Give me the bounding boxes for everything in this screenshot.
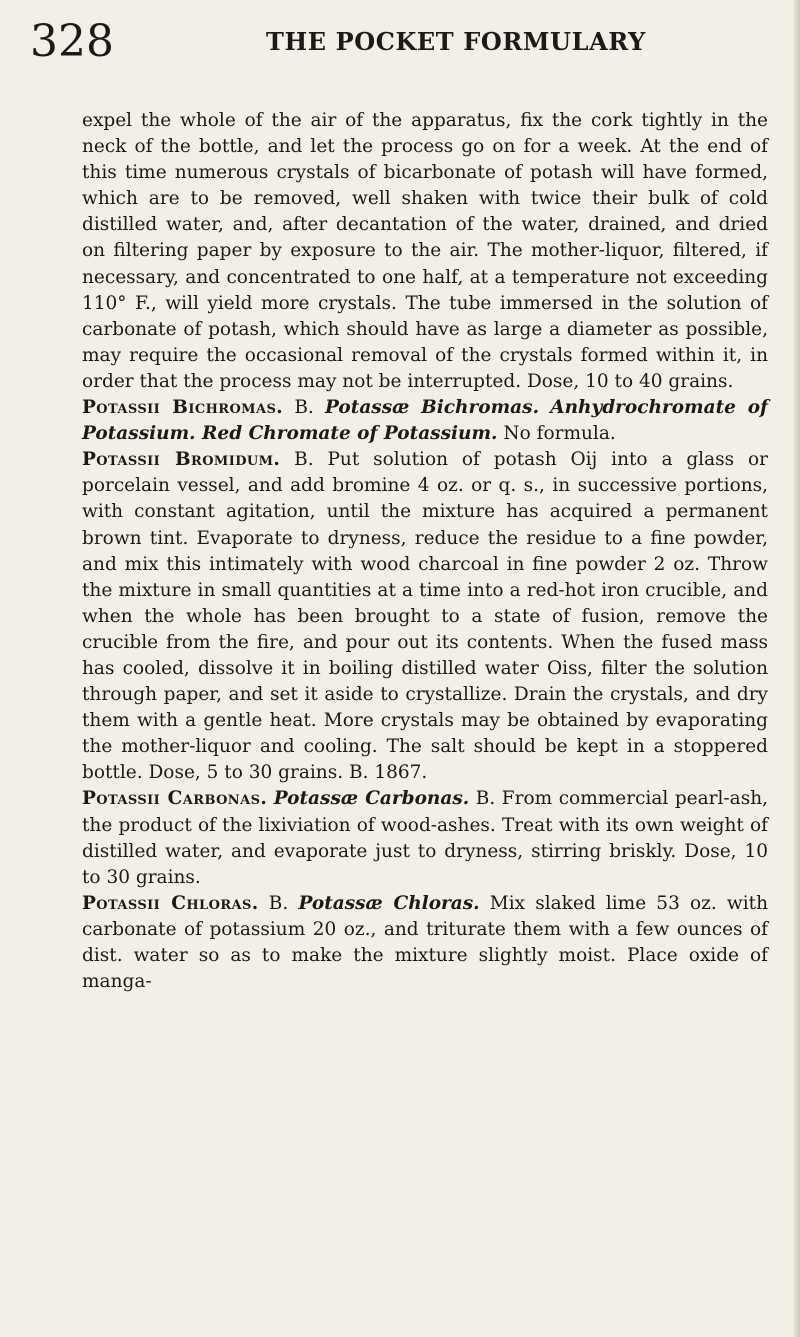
running-title: THE POCKET FORMULARY (266, 27, 646, 56)
entry-headword: Potassii Chloras. (82, 892, 259, 914)
entry-latin-name: Potassæ Carbonas. (273, 788, 470, 810)
continuation-paragraph: expel the whole of the air of the apparatus, fix the cork tightly in the neck of the bottle, and let the process go on for a week. At the end of this time numerous crystals of bicarbonate of potash will have formed, which are to be removed, well shaken with twice their bulk of cold distilled water, and, after decantation of the water, drained, and dried on filtering paper by exposure to the air. The mother-liquor, filtered, if necessary, and concentrated to one half, at a temperature not exceeding 110° F., will yield more crystals. The tube immersed in the solution of carbonate of potash, which should have as large a diameter as possible, may require the occasional removal of the crystals formed within it, in order that the process may not be interrupted. Dose, 10 to 40 grains. (82, 110, 768, 392)
entry-b-label: B. (268, 892, 289, 914)
entry-latin-name: Potassæ Bichromas. (325, 397, 540, 419)
page-number: 328 (30, 16, 114, 67)
page-header (30, 14, 770, 70)
entry-text: B. From commercial pearl-ash, the product of the lixiviation of wood-ashes. Treat with its own weight of distilled water, and evaporate just to dryness, stirring briskly. Dose, 10 to 30 grains. (82, 788, 768, 888)
page-body (82, 108, 768, 995)
entry-potassii-chloras (82, 891, 768, 995)
entry-latin-name: Potassæ Chloras. (298, 892, 480, 914)
entry-headword: Potassii Bromidum. (82, 449, 281, 471)
entry-text: Mix slaked lime 53 oz. with carbonate of potassium 20 oz., and triturate them with a few ounces of dist. water so as to make the mixture slightly moist. Place oxide of manga- (82, 892, 768, 993)
page-edge (794, 0, 800, 1337)
entry-text: No formula. (503, 423, 616, 445)
entry-potassii-carbonas (82, 786, 768, 890)
entry-headword: Potassii Carbonas. (82, 788, 268, 810)
entry-text: Put solution of potash Oij into a glass or porcelain vessel, and add bromine 4 oz. or q. s., in successive portions, with constant agitation, until the mixture has acquired a permanent brown tint. Evaporate to dryness, reduce the residue to a fine powder, and mix this intimately with wood charcoal in fine powder 2 oz. Throw the mixture in small quantities at a time into a red-hot iron crucible, and when the whole has been brought to a state of fusion, remove the crucible from the fire, and pour out its contents. When the fused mass has cooled, dissolve it in boiling distilled water Oiss, filter the solution through paper, and set it aside to crystallize. Drain the crystals, and dry them with a gentle heat. More crystals may be obtained by evaporating the mother-liquor and cooling. The salt should be kept in a stoppered bottle. Dose, 5 to 30 grains. B. 1867. (82, 449, 768, 784)
entry-potassii-bromidum (82, 447, 768, 786)
entry-synonyms: Anhydrochromate of Potassium. Red Chromate of Potassium. (82, 397, 769, 445)
entry-b-label: B. (294, 449, 314, 471)
entry-potassii-bichromas (82, 395, 768, 447)
entry-b-label: B. (294, 397, 314, 419)
entry-headword: Potassii Bichromas. (82, 397, 284, 419)
